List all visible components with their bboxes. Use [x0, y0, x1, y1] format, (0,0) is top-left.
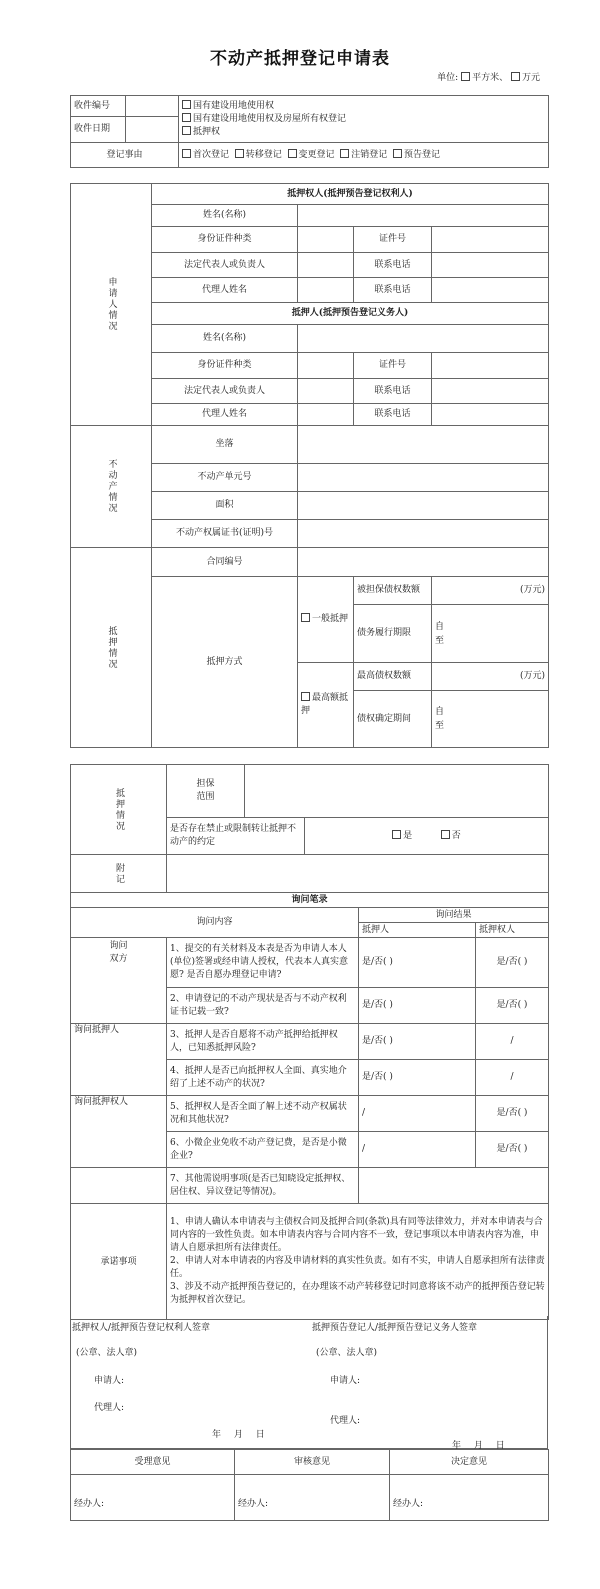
accept-label: 受理意见	[71, 1450, 235, 1475]
q2: 2、申请登记的不动产现状是否与不动产权利证书记载一致?	[167, 988, 359, 1024]
contract-no-field[interactable]	[298, 548, 549, 577]
mortgagor-agent-field[interactable]	[298, 404, 354, 426]
method-label: 抵押方式	[152, 577, 298, 748]
option-land-house: 国有建设用地使用权及房屋所有权登记	[193, 113, 347, 124]
mortgagee-id-type-field[interactable]	[298, 227, 354, 253]
mortgagee-rep-field[interactable]	[298, 253, 354, 278]
max-option	[298, 663, 354, 748]
unit-wan: 万元	[521, 73, 540, 83]
sign-right-date[interactable]: 年 月 日	[452, 1441, 505, 1451]
checkbox-icon[interactable]	[392, 830, 401, 839]
opinion-table	[70, 1449, 549, 1521]
right-type-options	[179, 96, 549, 143]
general-label: 一般抵押	[312, 614, 349, 624]
q3-mortgagee-answer: /	[476, 1024, 549, 1060]
area-label: 面积	[152, 492, 298, 520]
checkbox-icon[interactable]	[441, 830, 450, 839]
receipt-no-label: 收件编号	[71, 96, 126, 117]
sign-left-seal: (公章、法人章)	[76, 1348, 138, 1358]
part2-side	[71, 765, 167, 855]
scope-label-text: 担保范围	[196, 779, 215, 802]
contract-no-label: 合同编号	[152, 548, 298, 577]
q4: 4、抵押人是否已向抵押权人全面、真实地介绍了上述不动产的状况?	[167, 1060, 359, 1096]
commit-label: 承诺事项	[100, 1256, 137, 1267]
sign-right-agent[interactable]: 代理人:	[330, 1416, 361, 1426]
max-amount-unit: (万元)	[432, 663, 549, 691]
decide-handler[interactable]: 经办人:	[390, 1475, 549, 1521]
inquiry-title: 询问笔录	[71, 893, 549, 908]
commit-content	[167, 1204, 549, 1320]
decide-label: 决定意见	[390, 1450, 549, 1475]
reason-label: 登记事由	[71, 143, 179, 168]
mortgagor-agent-phone-field[interactable]	[432, 404, 549, 426]
cert-no-label: 不动产权属证书(证明)号	[152, 520, 298, 548]
receipt-date-field[interactable]	[126, 117, 179, 143]
mortgagor-id-type-label: 身份证件种类	[152, 353, 298, 379]
q5: 5、抵押权人是否全面了解上述不动产权属状况和其他状况?	[167, 1096, 359, 1132]
reason-options	[179, 143, 549, 168]
mortgagee-agent-phone-field[interactable]	[432, 278, 549, 303]
restrict-no: 否	[451, 830, 461, 841]
q1-mortgagor-answer[interactable]: 是/否( )	[359, 938, 476, 988]
mortgagor-rep-label: 法定代表人或负责人	[152, 379, 298, 404]
mortgagor-header: 抵押人(抵押预告登记义务人)	[152, 303, 549, 325]
result-mortgagee: 抵押权人	[476, 923, 549, 938]
group-mortgagee: 询问抵押权人	[71, 1096, 167, 1168]
max-amount-label: 最高债权数额	[354, 663, 432, 691]
confirm-period-zhi: 自至	[435, 707, 445, 731]
checkbox-icon[interactable]	[182, 126, 191, 135]
scope-label	[167, 765, 245, 818]
note-side-text: 附记	[114, 862, 124, 885]
q4-mortgagor-answer[interactable]: 是/否( )	[359, 1060, 476, 1096]
mortgagor-id-no-label: 证件号	[354, 353, 432, 379]
mortgagor-rep-field[interactable]	[298, 379, 354, 404]
receipt-no-field[interactable]	[126, 96, 179, 117]
checkbox-icon[interactable]	[461, 72, 470, 81]
unit-no-field[interactable]	[298, 464, 549, 492]
q3-mortgagor-answer[interactable]: 是/否( )	[359, 1024, 476, 1060]
note-field[interactable]	[167, 855, 549, 893]
scope-field[interactable]	[245, 765, 549, 818]
commit-item-2: 2、申请人对本申请表的内容及申请材料的真实性负责。如有不实，申请人自愿承担所有法律责任。	[170, 1256, 545, 1279]
q7: 7、其他需说明事项(是否已知晓设定抵押权、居住权、异议登记等情况)。	[167, 1168, 359, 1204]
mortgagor-phone-field[interactable]	[432, 379, 549, 404]
q2-mortgagee-answer[interactable]: 是/否( )	[476, 988, 549, 1024]
q2-mortgagor-answer[interactable]: 是/否( )	[359, 988, 476, 1024]
debt-period-field[interactable]	[432, 605, 549, 663]
q1-mortgagee-answer[interactable]: 是/否( )	[476, 938, 549, 988]
result-mortgagor: 抵押人	[359, 923, 476, 938]
mortgagee-phone-field[interactable]	[432, 253, 549, 278]
confirm-period-field[interactable]	[432, 691, 549, 748]
sign-left-agent[interactable]: 代理人:	[94, 1403, 125, 1413]
mortgagee-agent-phone-label: 联系电话	[354, 278, 432, 303]
q3: 3、抵押人是否自愿将不动产抵押给抵押权人，已知悉抵押风险?	[167, 1024, 359, 1060]
inquiry-content-label: 询问内容	[71, 908, 359, 938]
secured-amount-label: 被担保债权数额	[354, 577, 432, 605]
page-title: 不动产抵押登记申请表	[210, 49, 390, 69]
signature-block	[70, 1316, 548, 1449]
max-label: 最高额抵押	[301, 693, 349, 716]
sign-left-title: 抵押权人/抵押预告登记权利人签章	[72, 1323, 211, 1333]
commit-item-1: 1、申请人确认本申请表与主债权合同及抵押合同(条款)具有同等法律效力，并对本申请表与合同内容的一致性负责。如本申请表内容与合同内容不一致，登记事项以本申请表内容为准，申请人自愿承担所有法律责任。	[170, 1217, 543, 1253]
secured-amount-unit: (万元)	[432, 577, 549, 605]
reason-change: 变更登记	[298, 149, 335, 160]
mortgagee-header: 抵押权人(抵押预告登记权利人)	[152, 184, 549, 205]
estate-side	[71, 426, 152, 548]
unit-no-label: 不动产单元号	[152, 464, 298, 492]
checkbox-icon[interactable]	[182, 149, 191, 158]
reason-first: 首次登记	[193, 149, 230, 160]
mortgagee-id-no-label: 证件号	[354, 227, 432, 253]
inquiry-result-label: 询问结果	[359, 908, 549, 923]
restrict-options	[305, 818, 549, 855]
mortgagee-phone-label: 联系电话	[354, 253, 432, 278]
checkbox-icon[interactable]	[393, 149, 402, 158]
mortgagor-phone-label: 联系电话	[354, 379, 432, 404]
mortgagor-id-no-field[interactable]	[432, 353, 549, 379]
restrict-yes: 是	[403, 830, 413, 841]
location-field[interactable]	[298, 426, 549, 464]
checkbox-icon[interactable]	[511, 72, 520, 81]
mortgagee-rep-label: 法定代表人或负责人	[152, 253, 298, 278]
checkbox-icon[interactable]	[182, 100, 191, 109]
mortgagor-agent-label: 代理人姓名	[152, 404, 298, 426]
general-option	[298, 577, 354, 663]
mortgagee-agent-field[interactable]	[298, 278, 354, 303]
main-table	[70, 183, 549, 748]
q4-mortgagee-answer: /	[476, 1060, 549, 1096]
sign-left-applicant[interactable]: 申请人:	[94, 1376, 125, 1386]
q5-mortgagee-answer[interactable]: 是/否( )	[476, 1096, 549, 1132]
mortgagee-id-no-field[interactable]	[432, 227, 549, 253]
mortgagee-id-type-label: 身份证件种类	[152, 227, 298, 253]
unit-label: 单位:	[437, 73, 459, 83]
q7-answer[interactable]	[359, 1168, 549, 1204]
part2-table	[70, 764, 549, 1320]
checkbox-icon[interactable]	[301, 692, 310, 701]
applicant-side-text: 申请人情况	[106, 277, 117, 332]
reason-cancel: 注销登记	[351, 149, 388, 160]
q6: 6、小微企业免收不动产登记费，是否是小微企业?	[167, 1132, 359, 1168]
q6-mortgagee-answer[interactable]: 是/否( )	[476, 1132, 549, 1168]
unit-selector	[437, 70, 540, 83]
reason-advance: 预告登记	[404, 149, 441, 160]
q5-mortgagor-answer: /	[359, 1096, 476, 1132]
group-both	[71, 938, 167, 1024]
receipt-date-label: 收件日期	[71, 117, 126, 143]
mortgagor-name-field[interactable]	[298, 325, 549, 353]
cert-no-field[interactable]	[298, 520, 549, 548]
sign-right-title: 抵押预告登记人/抵押预告登记义务人签章	[312, 1323, 478, 1333]
sign-right-applicant[interactable]: 申请人:	[330, 1376, 361, 1386]
group-mortgagor: 询问抵押人	[71, 1024, 167, 1096]
debt-period-zhi: 自至	[435, 621, 445, 646]
group-both-text: 询问双方	[109, 941, 128, 964]
mortgagor-id-type-field[interactable]	[298, 353, 354, 379]
part2-side-text: 抵押情况	[114, 787, 124, 832]
debt-period-label: 债务履行期限	[354, 605, 432, 663]
mortgagee-name-field[interactable]	[298, 205, 549, 227]
sign-right-seal: (公章、法人章)	[316, 1348, 378, 1358]
checkbox-icon[interactable]	[235, 149, 244, 158]
mortgage-side	[71, 548, 152, 748]
accept-handler[interactable]: 经办人:	[71, 1475, 235, 1521]
commit-item-3: 3、涉及不动产抵押预告登记的，在办理该不动产转移登记时同意将该不动产的抵押预告登记转为抵押权首次登记。	[170, 1282, 545, 1305]
mortgagee-name-label: 姓名(名称)	[152, 205, 298, 227]
restrict-label: 是否存在禁止或限制转让抵押不动产的约定	[167, 818, 305, 855]
estate-side-text: 不动产情况	[106, 459, 117, 514]
applicant-side	[71, 184, 152, 426]
mortgagor-name-label: 姓名(名称)	[152, 325, 298, 353]
mortgage-side-text: 抵押情况	[106, 625, 117, 670]
option-mortgage: 抵押权	[193, 126, 221, 137]
commit-label-cell	[71, 1204, 167, 1320]
sign-left-date[interactable]: 年 月 日	[212, 1430, 265, 1440]
receipt-table	[70, 95, 549, 168]
review-label: 审核意见	[235, 1450, 390, 1475]
checkbox-icon[interactable]	[288, 149, 297, 158]
note-side	[71, 855, 167, 893]
location-label: 坐落	[152, 426, 298, 464]
mortgagor-agent-phone-label: 联系电话	[354, 404, 432, 426]
q1: 1、提交的有关材料及本表是否为申请人本人(单位)签署或经申请人授权，代表本人真实意愿? 是否自愿办理登记申请?	[167, 938, 359, 988]
reason-transfer: 转移登记	[245, 149, 282, 160]
checkbox-icon[interactable]	[301, 613, 310, 622]
area-field[interactable]	[298, 492, 549, 520]
review-handler[interactable]: 经办人:	[235, 1475, 390, 1521]
q6-mortgagor-answer: /	[359, 1132, 476, 1168]
checkbox-icon[interactable]	[340, 149, 349, 158]
option-land: 国有建设用地使用权	[193, 100, 275, 111]
q7-blank	[71, 1168, 167, 1204]
checkbox-icon[interactable]	[182, 113, 191, 122]
unit-sqm: 平方米、	[472, 73, 509, 83]
mortgagee-agent-label: 代理人姓名	[152, 278, 298, 303]
confirm-period-label: 债权确定期间	[354, 691, 432, 748]
